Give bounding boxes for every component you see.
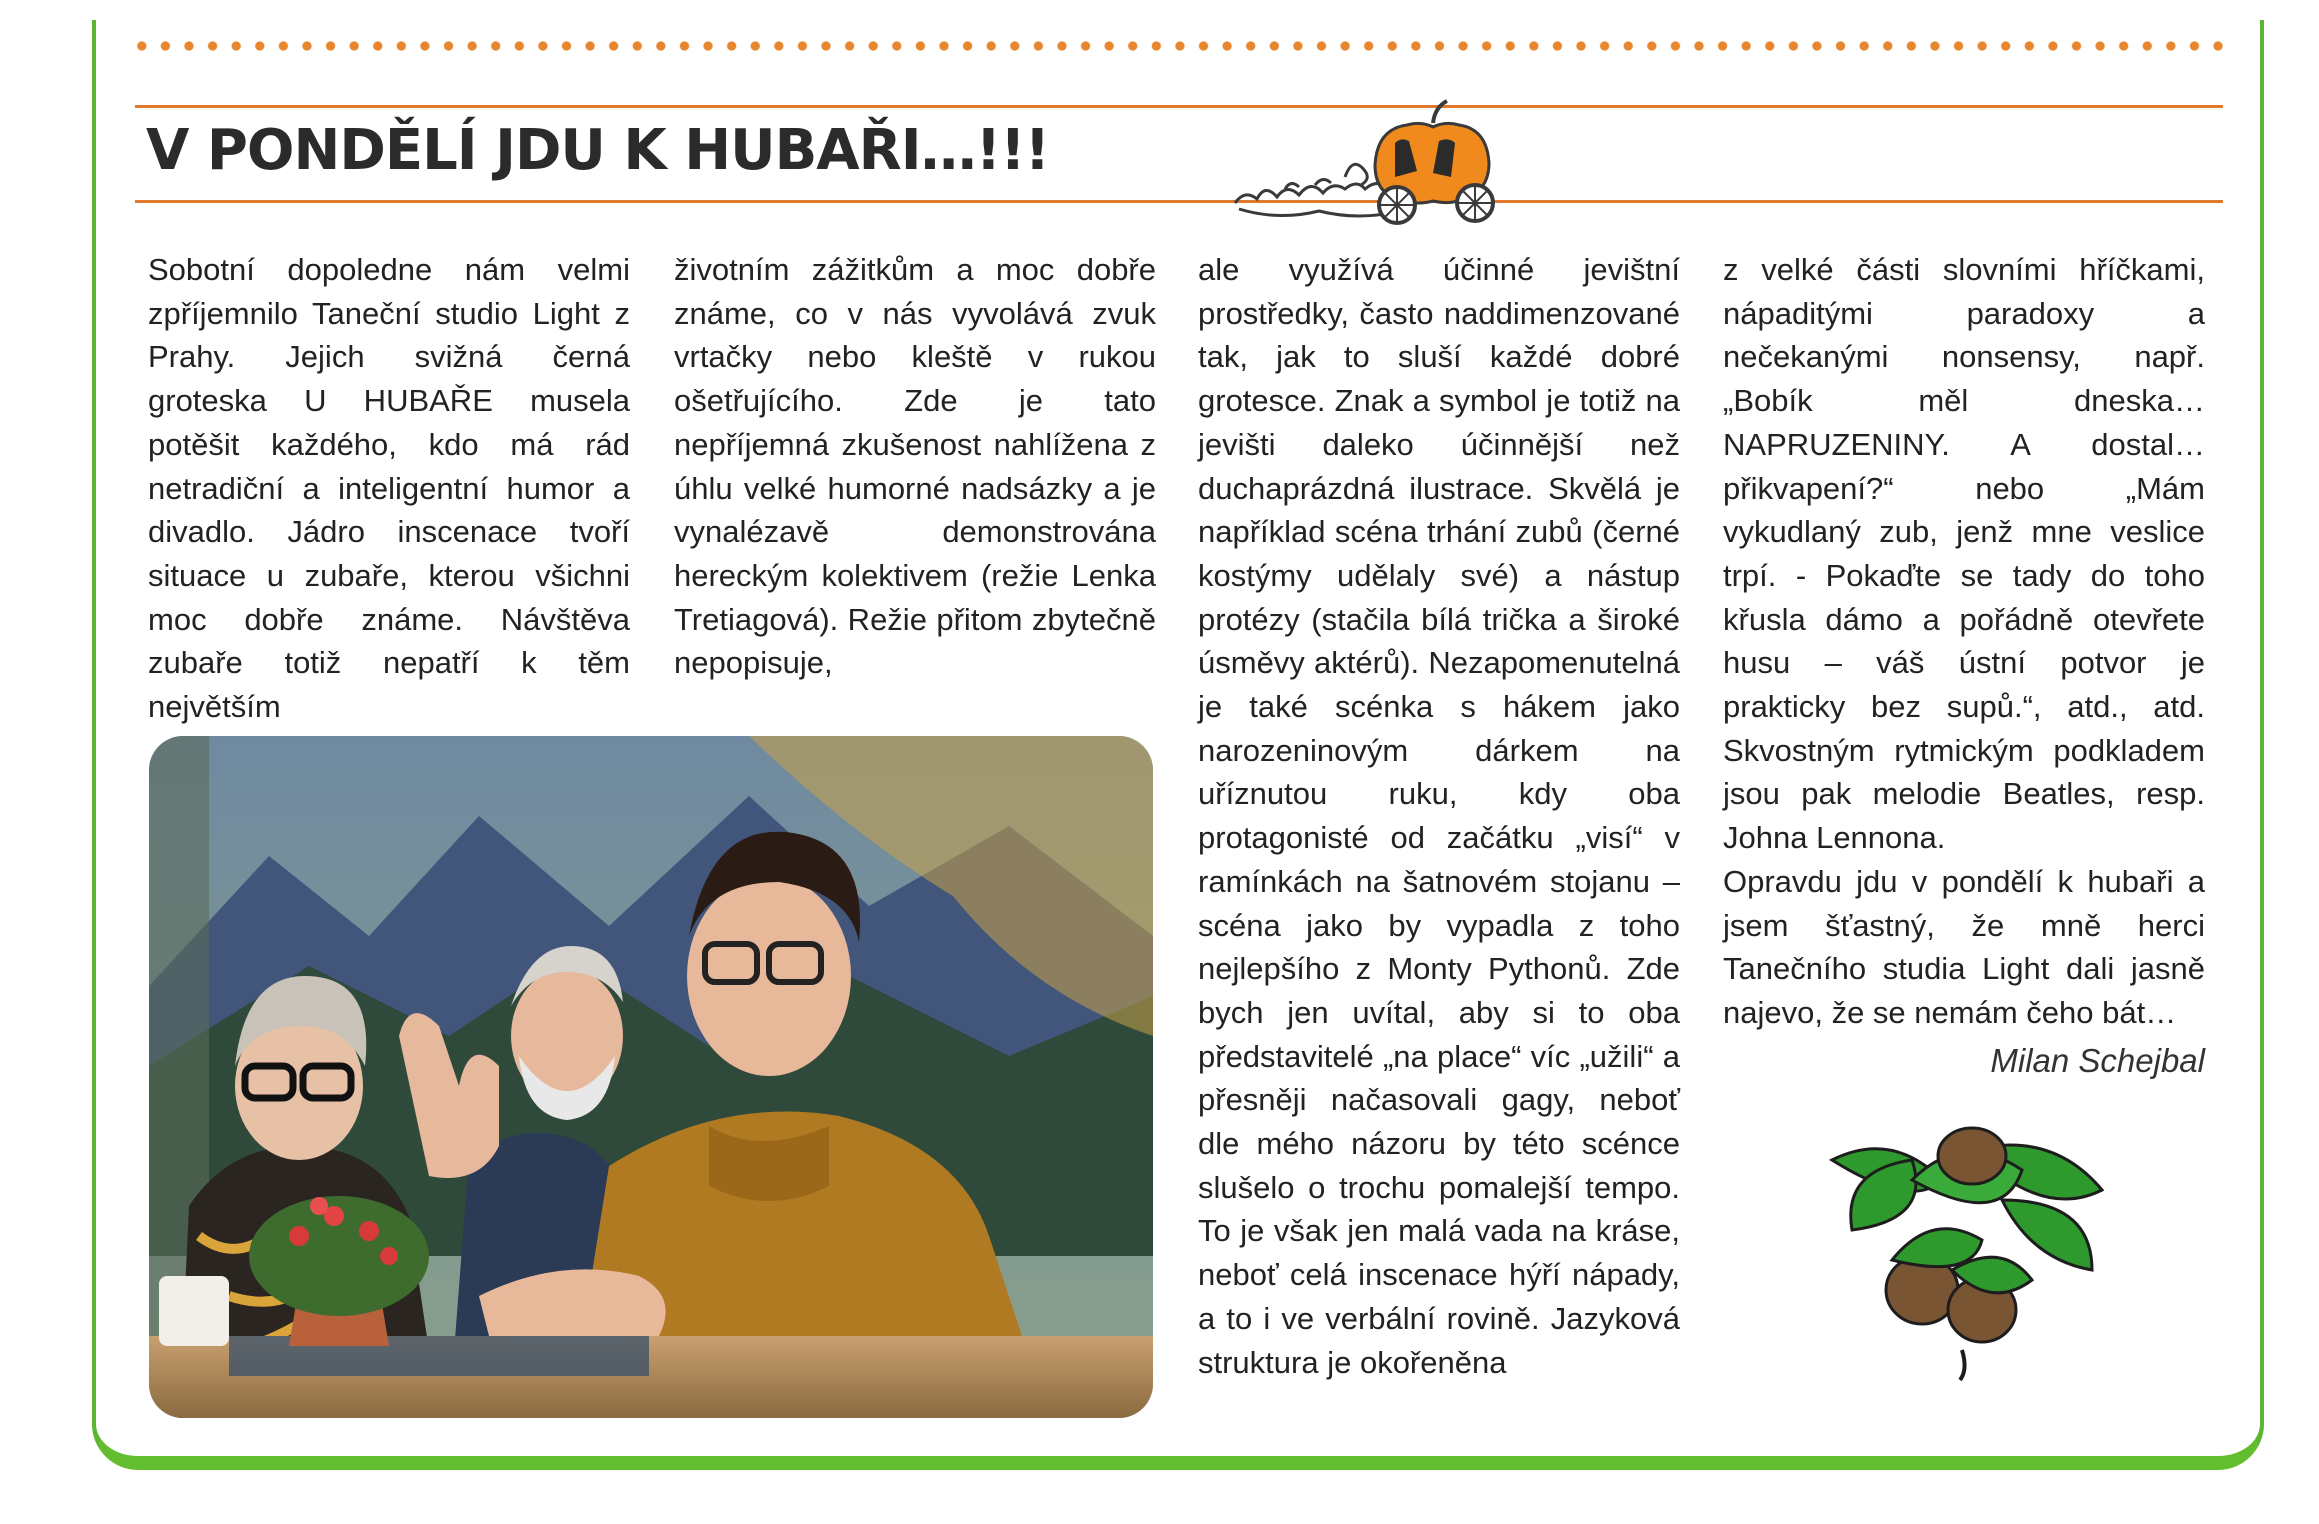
article-author: Milan Schejbal	[1990, 1042, 2205, 1079]
article-photo	[149, 736, 1153, 1418]
dotted-border	[130, 38, 2230, 54]
article-column-4	[1723, 248, 2205, 1030]
column-4-paragraph-2: Opravdu jdu v pondělí k hubaři a jsem šťastný, že mně herci Tanečního studia Light dali jasně najevo, že se nemám čeho bát…	[1723, 863, 2205, 1030]
headline-rule-bottom	[135, 200, 2223, 203]
column-4-paragraph-1: z velké části slovními hříčkami, nápaditými paradoxy a nečekanými nonsensy, např. „Bobík měl dneska… NAPRUZENINY. A dostal… přikvapení?“ nebo „Mám vykudlaný zub, jenž mne veslice trpí. - Pokaďte se tady do toho křusla dámo a pořádně otevřete husu – váš ústní potvor je prakticky bez supů.“, atd., atd. Skvostným rytmickým podkladem jsou pak melodie Beatles, resp. Johna Lennona.	[1723, 252, 2205, 856]
hazelnut-leaves-icon	[1822, 1120, 2107, 1382]
article-column-2: životním zážitkům a moc dobře známe, co v nás vyvolává zvuk vrtačky nebo kleště v rukou ošetřujícího. Zde je tato nepříjemná zkušenost nahlížena z úhlu velké humorné nadsázky a je vynalézavě demonstrována hereckým kolektivem (režie Lenka Tretiagová). Režie přitom zbytečně nepopisuje,	[674, 252, 1156, 681]
article-column-3: ale využívá účinné jevištní prostředky, často naddimenzované tak, jak to sluší každé dobré grotesce. Znak a symbol je totiž na jevišti daleko účinnější než duchaprázdná ilustrace. Skvělá je například scéna trhání zubů (černé kostýmy udělaly své) a nástup protézy (stačila bílá trička a široké úsměvy aktérů). Nezapomenutelná je také scénka s hákem jako narozeninovým dárkem na uříznutou ruku, kdy oba protagonisté od začátku „visí“ v ramínkách na šatnovém stojanu – scéna jako by vypadla z toho nejlepšího z Monty Pythonů. Zde bych jen uvítal, aby si to oba představitelé „na place“ víc „užili“ a přesněji načasovali gagy, neboť dle mého názoru by této scénce slušelo o trochu pomalejší tempo. To je však jen malá vada na kráse, neboť celá inscenace hýří nápady, a to i ve verbální rovině. Jazyková struktura je okořeněna	[1198, 252, 1680, 1380]
pumpkin-carriage-icon	[1225, 85, 1540, 230]
article-column-1: Sobotní dopoledne nám velmi zpříjemnilo Taneční studio Light z Prahy. Jejich svižná černá groteska U HUBAŘE musela potěšit každého, kdo má rád netradiční a inteligentní humor a divadlo. Jádro inscenace tvoří situace u zubaře, kterou všichni moc dobře známe. Návštěva zubaře totiž nepatří k těm největším	[148, 252, 630, 725]
article-headline: V PONDĚLÍ JDU K HUBAŘI…!!!	[146, 118, 1050, 183]
headline-rule-top	[135, 105, 2223, 108]
